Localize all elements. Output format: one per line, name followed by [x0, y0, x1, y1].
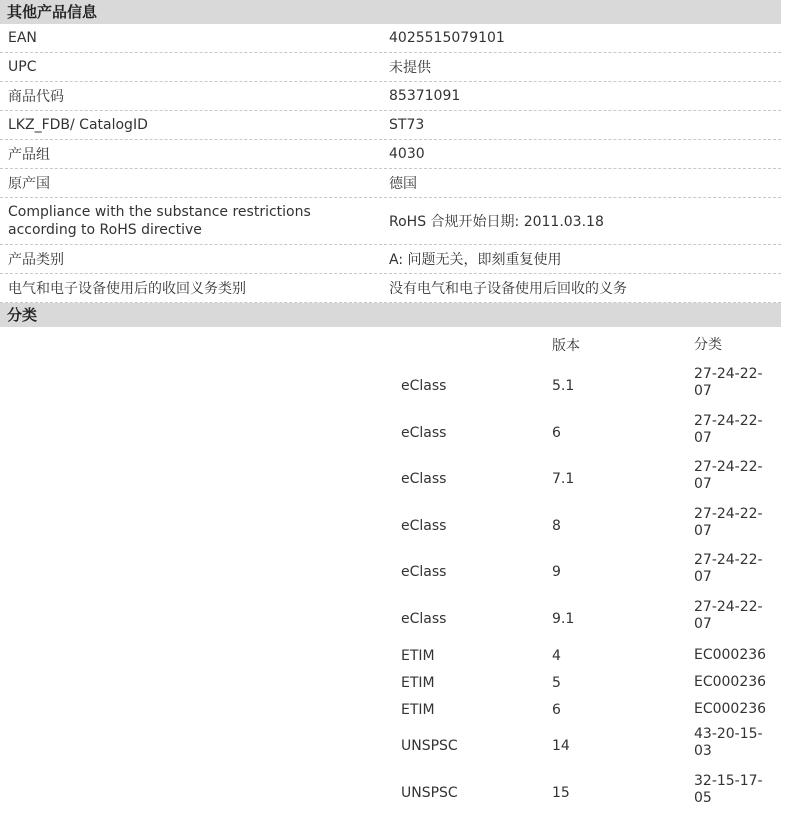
info-value: 85371091 — [380, 82, 781, 110]
info-label: EAN — [0, 24, 380, 52]
info-row-country-of-origin — [0, 169, 781, 198]
cell-version: 9.1 — [548, 611, 690, 627]
cell-code: 27-24-22-07 — [690, 503, 776, 540]
cell-system: eClass — [393, 471, 548, 487]
cell-version: 8 — [548, 518, 690, 534]
info-label: 产品组 — [0, 140, 380, 168]
info-row-commodity-code — [0, 82, 781, 111]
cell-version: 7.1 — [548, 471, 690, 487]
classification-table — [393, 327, 781, 816]
table-row — [393, 696, 781, 723]
info-label: Compliance with the substance restrictions according to RoHS directive — [0, 198, 380, 244]
cell-system: UNSPSC — [393, 738, 548, 754]
cell-code: 27-24-22-07 — [690, 410, 776, 447]
cell-code: 27-24-22-07 — [690, 596, 776, 633]
info-row-upc — [0, 53, 781, 82]
cell-system: ETIM — [393, 702, 548, 718]
info-value: RoHS 合规开始日期: 2011.03.18 — [380, 198, 781, 244]
cell-system: eClass — [393, 425, 548, 441]
table-row — [393, 770, 781, 816]
info-value: 德国 — [380, 169, 781, 197]
info-label: 电气和电子设备使用后的收回义务类别 — [0, 274, 380, 302]
cell-version: 9 — [548, 564, 690, 580]
info-label: 商品代码 — [0, 82, 380, 110]
info-value: 没有电气和电子设备使用后回收的义务 — [380, 274, 781, 302]
info-value: ST73 — [380, 111, 781, 139]
info-value: A: 问题无关，即刻重复使用 — [380, 245, 781, 273]
cell-code: 27-24-22-07 — [690, 456, 776, 493]
info-row-product-group — [0, 140, 781, 169]
info-label: LKZ_FDB/ CatalogID — [0, 111, 380, 139]
cell-code: 27-24-22-07 — [690, 363, 776, 400]
classification-header-row — [393, 327, 781, 363]
section-header-other-info: 其他产品信息 — [0, 0, 781, 24]
header-class: 分类 — [690, 337, 776, 354]
info-row-rohs — [0, 198, 781, 245]
cell-version: 15 — [548, 785, 690, 801]
cell-code: EC000236 — [690, 674, 776, 691]
cell-version: 6 — [548, 425, 690, 441]
cell-system: ETIM — [393, 648, 548, 664]
cell-system: eClass — [393, 378, 548, 394]
info-label: 产品类别 — [0, 245, 380, 273]
info-value: 未提供 — [380, 53, 781, 81]
cell-system: eClass — [393, 611, 548, 627]
cell-system: ETIM — [393, 675, 548, 691]
cell-system: eClass — [393, 564, 548, 580]
info-row-catalog-id — [0, 111, 781, 140]
info-row-product-category — [0, 245, 781, 274]
cell-system: UNSPSC — [393, 785, 548, 801]
cell-version: 14 — [548, 738, 690, 754]
table-row — [393, 456, 781, 503]
header-version: 版本 — [548, 335, 690, 355]
cell-version: 5 — [548, 675, 690, 691]
table-row — [393, 363, 781, 410]
info-label: UPC — [0, 53, 380, 81]
table-row — [393, 723, 781, 770]
table-row — [393, 549, 781, 596]
cell-version: 5.1 — [548, 378, 690, 394]
cell-code: EC000236 — [690, 701, 776, 718]
info-row-weee-category — [0, 274, 781, 303]
table-row — [393, 669, 781, 696]
table-row — [393, 596, 781, 643]
cell-version: 6 — [548, 702, 690, 718]
cell-version: 4 — [548, 648, 690, 664]
table-row — [393, 503, 781, 550]
info-value: 4030 — [380, 140, 781, 168]
cell-code: 32-15-17-05 — [690, 770, 776, 807]
info-value: 4025515079101 — [380, 24, 781, 52]
info-row-ean — [0, 24, 781, 53]
cell-system: eClass — [393, 518, 548, 534]
cell-code: EC000236 — [690, 647, 776, 664]
table-row — [393, 642, 781, 669]
cell-code: 27-24-22-07 — [690, 549, 776, 586]
cell-code: 43-20-15-03 — [690, 723, 776, 760]
info-label: 原产国 — [0, 169, 380, 197]
table-row — [393, 410, 781, 457]
section-header-classification: 分类 — [0, 303, 781, 327]
